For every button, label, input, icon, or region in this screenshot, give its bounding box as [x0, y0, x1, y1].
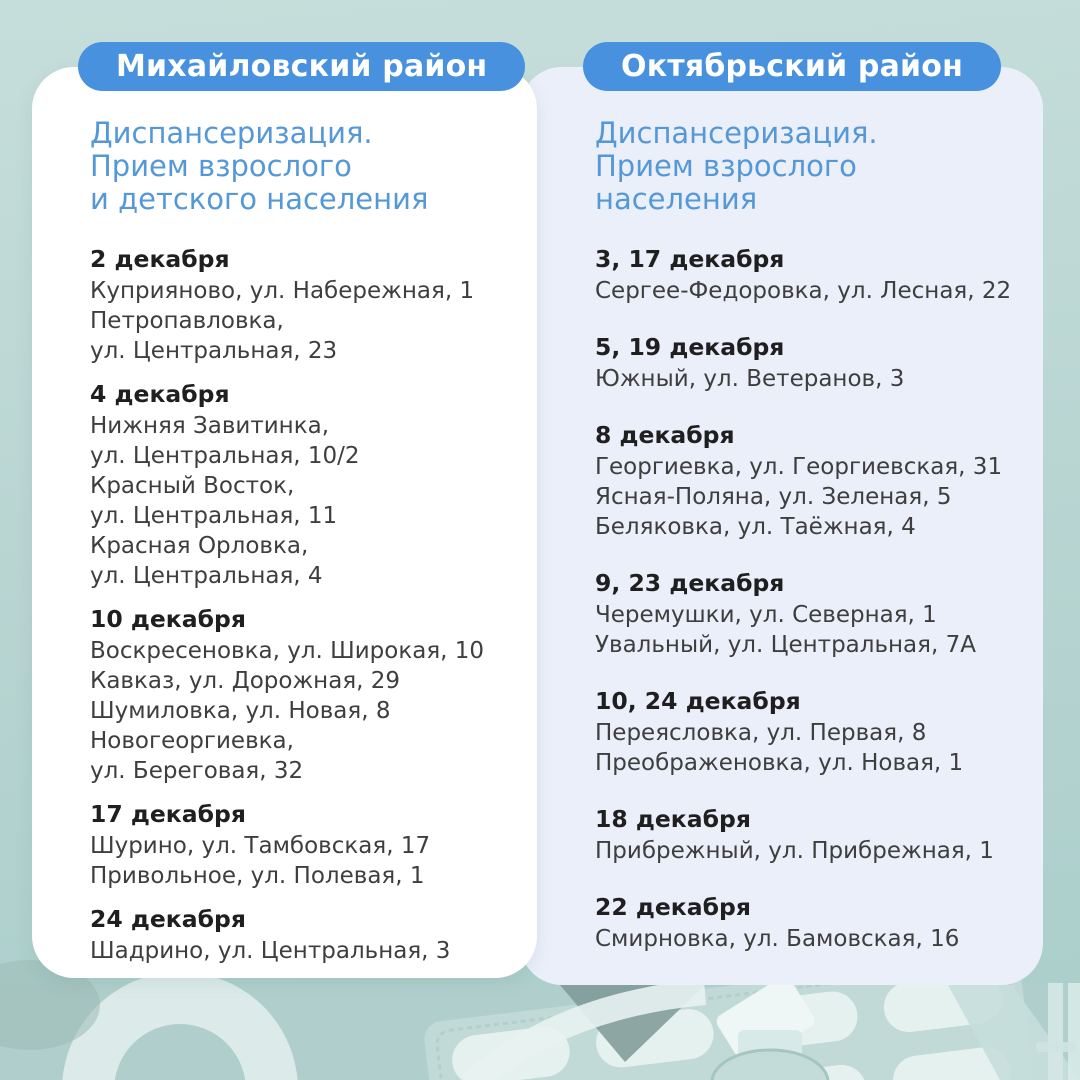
screening-heading [90, 117, 511, 216]
schedule-section [90, 244, 511, 366]
address-line: Шадрино, ул. Центральная, 3 [90, 938, 451, 964]
syringe-barrel-shape-2 [1068, 983, 1080, 1080]
date-heading: 10, 24 декабря [595, 687, 801, 715]
schedule-section [595, 244, 1017, 306]
heading-line: Диспансеризация. [595, 116, 878, 150]
schedule-section [90, 904, 511, 966]
district-card-mikhaylovsky [32, 67, 537, 978]
address-line: Шумиловка, ул. Новая, 8 [90, 698, 391, 724]
district-badge-mikhaylovsky: Михайловский район [78, 42, 525, 91]
date-heading: 4 декабря [90, 380, 230, 408]
date-heading: 18 декабря [595, 805, 751, 833]
schedule-section [90, 799, 511, 891]
address-line: Ясная-Поляна, ул. Зеленая, 5 [595, 484, 952, 510]
schedule-section [595, 686, 1017, 778]
schedule-section [595, 568, 1017, 660]
address-line: Смирновка, ул. Бамовская, 16 [595, 926, 960, 952]
address-line: Красная Орловка, [90, 533, 309, 559]
date-heading: 5, 19 декабря [595, 333, 785, 361]
date-heading: 3, 17 декабря [595, 245, 785, 273]
address-line: Красный Восток, [90, 473, 295, 499]
date-heading: 17 декабря [90, 800, 246, 828]
address-line: Увальный, ул. Центральная, 7А [595, 632, 976, 658]
address-line: Петропавловка, [90, 308, 284, 334]
heading-line: и детского населения [90, 182, 429, 216]
date-heading: 24 декабря [90, 905, 246, 933]
schedule-section [595, 892, 1017, 954]
district-badge-oktyabrsky: Октябрьский район [583, 42, 1001, 91]
address-line: Новогеоргиевка, [90, 728, 294, 754]
schedule-section [595, 804, 1017, 866]
schedule-section [90, 379, 511, 591]
screening-heading [595, 117, 1017, 216]
address-line: Куприяново, ул. Набережная, 1 [90, 278, 475, 304]
schedule-section [595, 420, 1017, 542]
address-line: Прибрежный, ул. Прибрежная, 1 [595, 838, 994, 864]
address-line: ул. Центральная, 23 [90, 338, 338, 364]
address-line: Преображеновка, ул. Новая, 1 [595, 750, 964, 776]
schedule-section [595, 332, 1017, 394]
address-line: Воскресеновка, ул. Широкая, 10 [90, 638, 485, 664]
address-line: ул. Центральная, 11 [90, 503, 338, 529]
date-heading: 9, 23 декабря [595, 569, 785, 597]
date-heading: 22 декабря [595, 893, 751, 921]
address-line: Шурино, ул. Тамбовская, 17 [90, 833, 431, 859]
heading-line: Прием взрослого [595, 149, 857, 183]
date-heading: 2 декабря [90, 245, 230, 273]
address-line: Беляковка, ул. Таёжная, 4 [595, 514, 916, 540]
date-heading: 8 декабря [595, 421, 735, 449]
schedule-list [90, 244, 511, 966]
heading-line: Прием взрослого [90, 149, 352, 183]
address-line: Георгиевка, ул. Георгиевская, 31 [595, 454, 1003, 480]
heading-line: Диспансеризация. [90, 116, 373, 150]
address-line: Переясловка, ул. Первая, 8 [595, 720, 927, 746]
address-line: Кавказ, ул. Дорожная, 29 [90, 668, 401, 694]
syringe-barrel-shape [1048, 983, 1063, 1080]
address-line: ул. Центральная, 10/2 [90, 443, 360, 469]
syringe-flange-shape [1036, 1042, 1076, 1052]
address-line: ул. Центральная, 4 [90, 563, 323, 589]
address-line: Черемушки, ул. Северная, 1 [595, 602, 937, 628]
address-line: ул. Береговая, 32 [90, 758, 304, 784]
schedule-list [595, 244, 1017, 954]
address-line: Нижняя Завитинка, [90, 413, 330, 439]
address-line: Привольное, ул. Полевая, 1 [90, 863, 425, 889]
heading-line: населения [595, 182, 758, 216]
address-line: Южный, ул. Ветеранов, 3 [595, 366, 905, 392]
address-line: Сергее-Федоровка, ул. Лесная, 22 [595, 278, 1012, 304]
date-heading: 10 декабря [90, 605, 246, 633]
district-card-oktyabrsky [520, 67, 1043, 985]
schedule-section [90, 604, 511, 786]
